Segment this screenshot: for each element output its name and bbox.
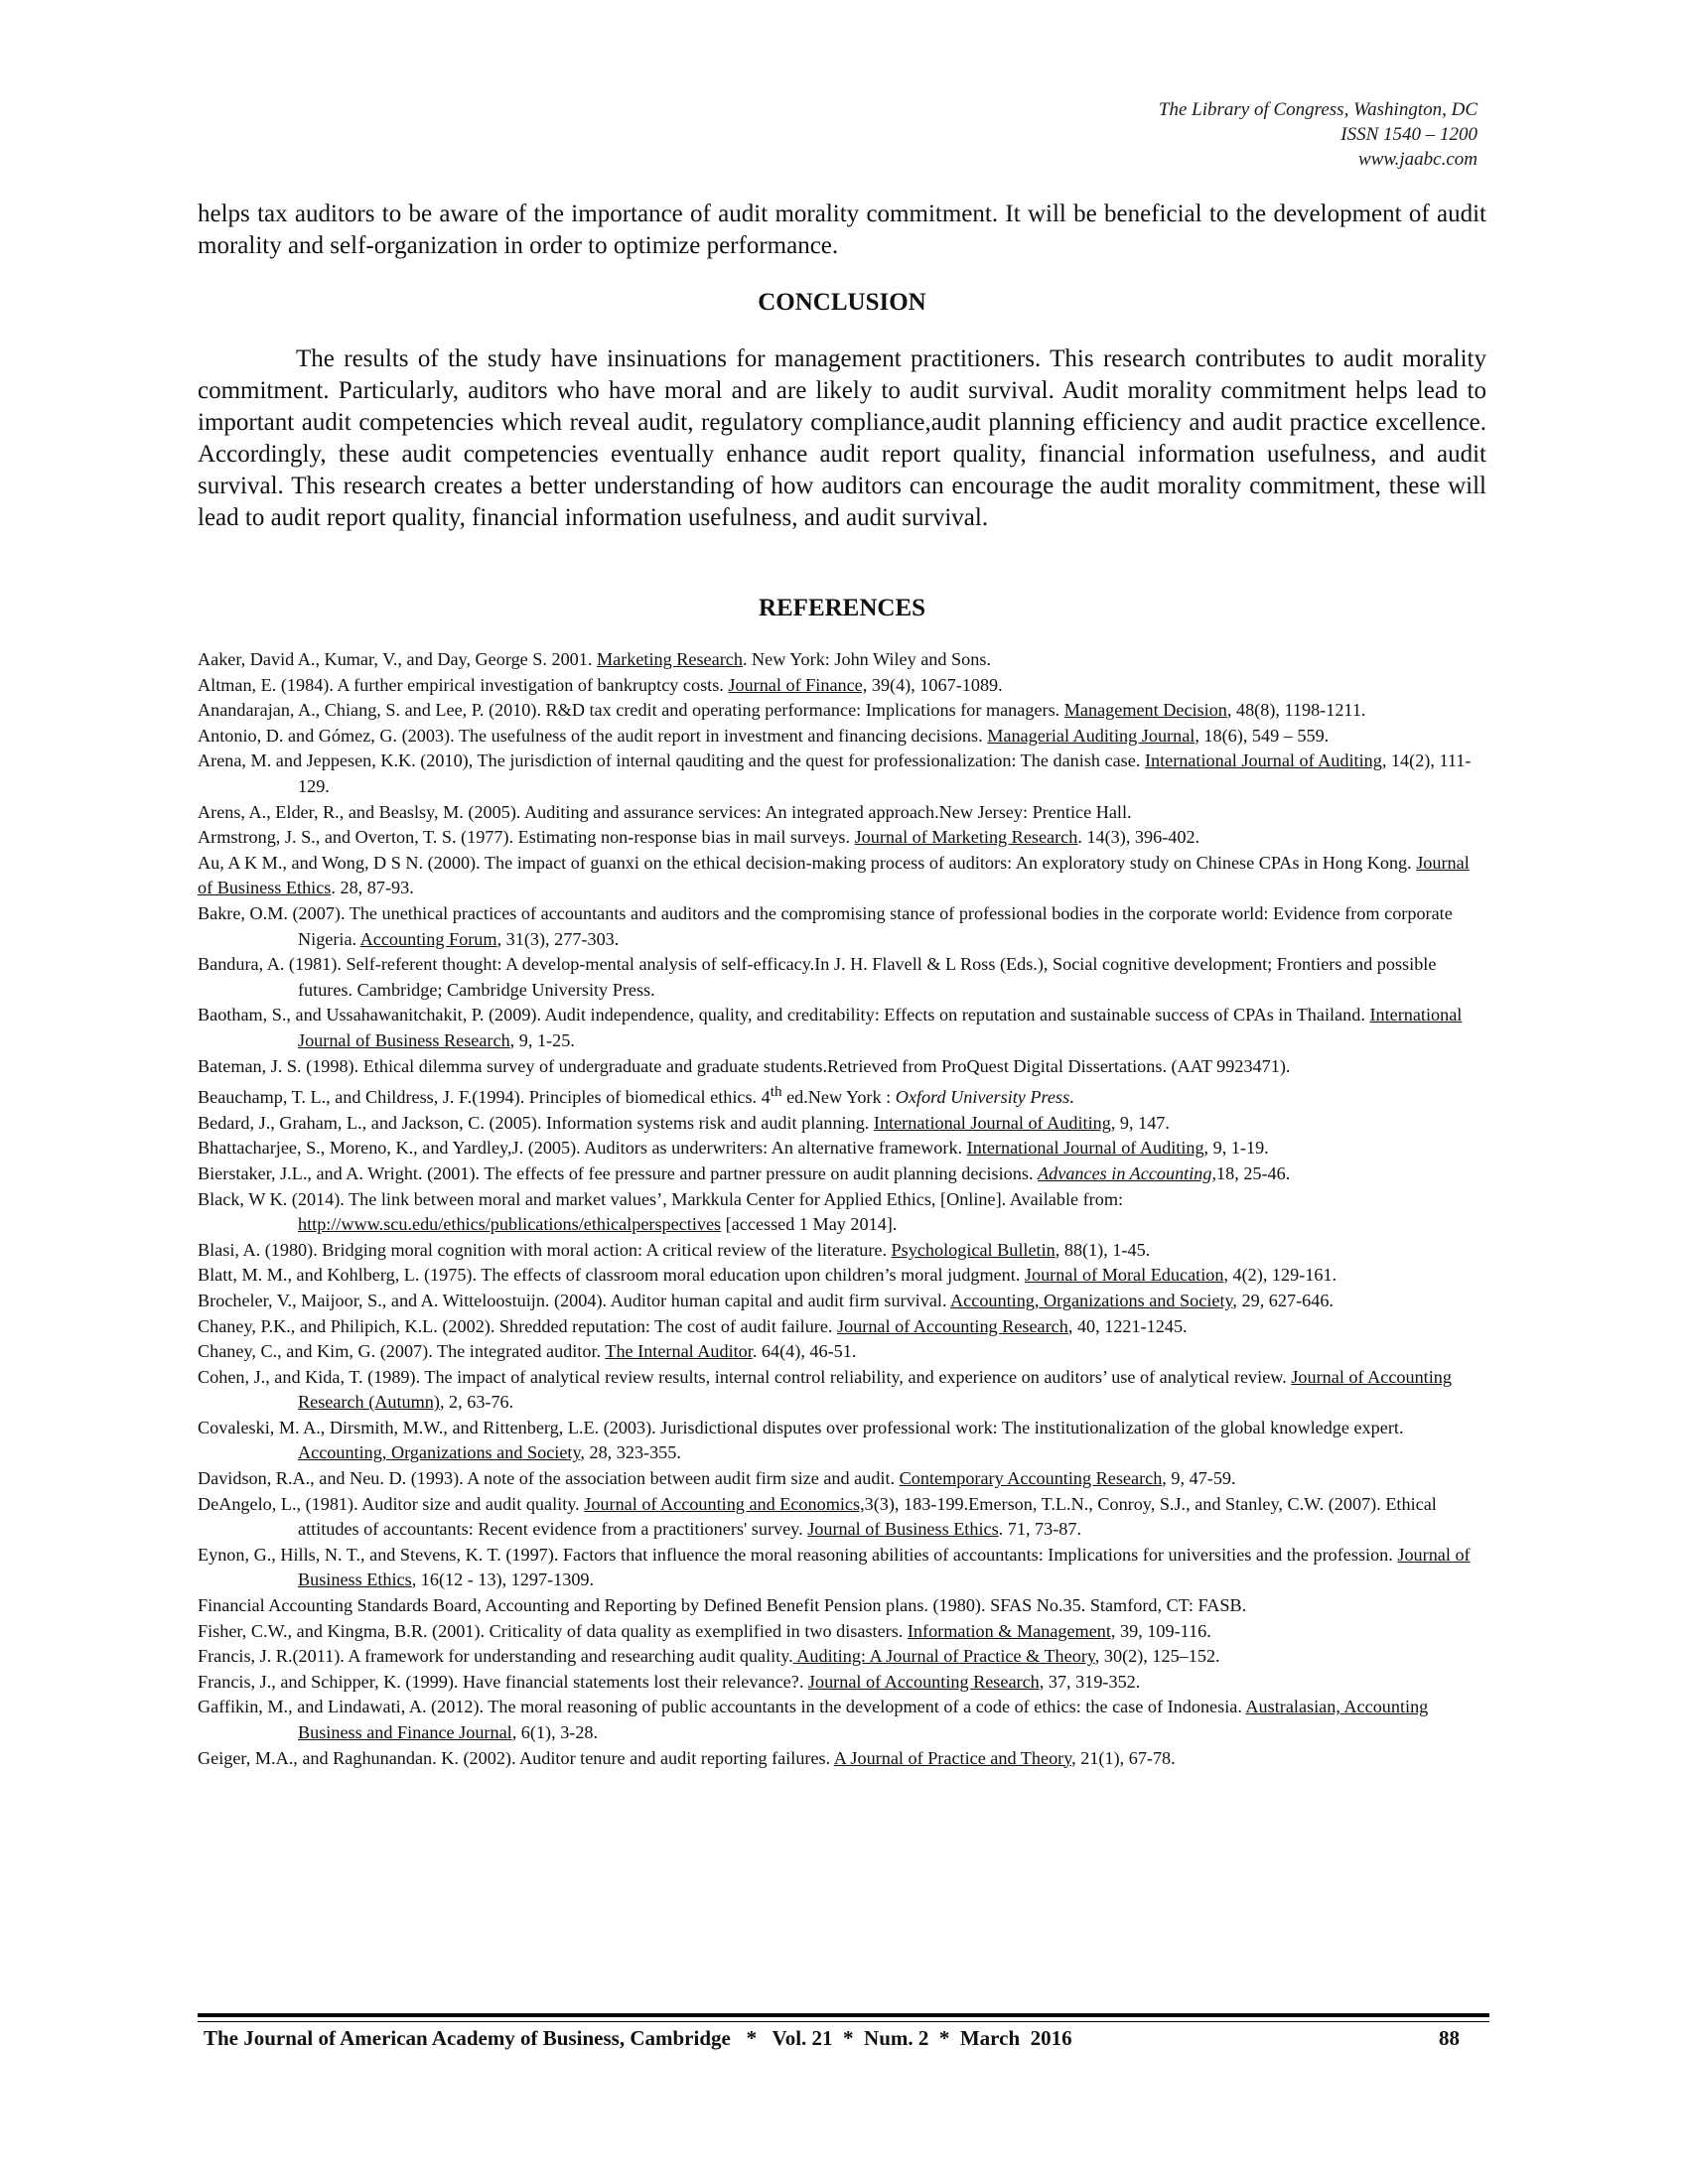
running-header bbox=[1159, 97, 1477, 172]
conclusion-heading: CONCLUSION bbox=[758, 289, 926, 316]
header-website: www.jaabc.com bbox=[1358, 149, 1477, 170]
page-number: 88 bbox=[1439, 2026, 1460, 2050]
reference-url-link[interactable]: http://www.scu.edu/ethics/publications/ethicalperspectives bbox=[298, 1214, 722, 1235]
reference-item: Black, W K. (2014). The link between moral and market values’, Markkula Center for Applied Ethics, [Online]. Available from: http://www.scu.edu/ethics/publications/ethicalperspectives [accessed 1 May 2014]. bbox=[198, 1188, 1124, 1235]
conclusion-section bbox=[198, 343, 1486, 534]
reference-item: Bateman, J. S. (1998). Ethical dilemma survey of undergraduate and graduate students.Retrieved from ProQuest Digital Dissertations. (AAT 9923471). bbox=[198, 1055, 1291, 1076]
reference-item: Bandura, A. (1981). Self-referent thought: A develop-mental analysis of self-efficacy.In J. H. Flavell & L Ross (Eds.), Social cognitive development; Frontiers and possible futures. Cambridge; Cambridge University Press. bbox=[198, 954, 1437, 1000]
reference-item: Covaleski, M. A., Dirsmith, M.W., and Rittenberg, L.E. (2003). Jurisdictional disputes over professional work: The institutionalization of the global knowledge expert. Accounting, Organizations and Society, 28, 323-355. bbox=[198, 1417, 1404, 1463]
reference-item: Antonio, D. and Gómez, G. (2003). The usefulness of the audit report in investment and financing decisions. Managerial Auditing Journal, 18(6), 549 – 559. bbox=[198, 725, 1330, 746]
references-list bbox=[198, 647, 1488, 1771]
reference-item: Armstrong, J. S., and Overton, T. S. (1977). Estimating non-response bias in mail surveys. Journal of Marketing Research. 14(3), 396-402. bbox=[198, 827, 1200, 848]
reference-item: Francis, J., and Schipper, K. (1999). Have financial statements lost their relevance?. Journal of Accounting Research, 37, 319-352. bbox=[198, 1671, 1141, 1692]
header-issn: ISSN 1540 – 1200 bbox=[1340, 124, 1477, 145]
conclusion-paragraph: The results of the study have insinuations for management practitioners. This research contributes to audit morality commitment. Particularly, auditors who have moral and are likely to audit survival. Audit morality commitment helps lead to important audit competencies which reveal audit, regulatory compliance,audit planning efficiency and audit practice excellence. Accordingly, these audit competencies eventually enhance audit report quality, financial information usefulness, and audit survival. This research creates a better understanding of how auditors can encourage the audit morality commitment, these will lead to audit report quality, financial information usefulness, and audit survival. bbox=[198, 345, 1486, 531]
reference-item: Geiger, M.A., and Raghunandan. K. (2002). Auditor tenure and audit reporting failures. A Journal of Practice and Theory, 21(1), 67-78. bbox=[198, 1747, 1176, 1768]
reference-item: Arens, A., Elder, R., and Beaslsy, M. (2005). Auditing and assurance services: An integrated approach.New Jersey: Prentice Hall. bbox=[198, 801, 1132, 822]
reference-item: Arena, M. and Jeppesen, K.K. (2010), The jurisdiction of internal qauditing and the quest for professionalization: The danish case. International Journal of Auditing, 14(2), 111-129. bbox=[198, 751, 1472, 796]
reference-item: Fisher, C.W., and Kingma, B.R. (2001). Criticality of data quality as exemplified in two disasters. Information & Management, 39, 109-116. bbox=[198, 1620, 1211, 1641]
reference-item: Anandarajan, A., Chiang, S. and Lee, P. (2010). R&D tax credit and operating performance: Implications for managers. Management Decision, 48(8), 1198-1211. bbox=[198, 700, 1366, 721]
reference-item: Aaker, David A., Kumar, V., and Day, George S. 2001. Marketing Research. New York: John Wiley and Sons. bbox=[198, 649, 991, 669]
intro-paragraph: helps tax auditors to be aware of the importance of audit morality commitment. It will be beneficial to the development of audit morality and self-organization in order to optimize performance. bbox=[198, 201, 1486, 259]
reference-item: Chaney, P.K., and Philipich, K.L. (2002). Shredded reputation: The cost of audit failure. Journal of Accounting Research, 40, 1221-1245. bbox=[198, 1315, 1188, 1336]
reference-item: Cohen, J., and Kida, T. (1989). The impact of analytical review results, internal control reliability, and experience on auditors’ use of analytical review. Journal of Accounting Research (Autumn), 2, 63-76. bbox=[198, 1366, 1452, 1413]
header-library: The Library of Congress, Washington, DC bbox=[1158, 99, 1477, 120]
reference-item: DeAngelo, L., (1981). Auditor size and audit quality. Journal of Accounting and Economics,3(3), 183-199.Emerson, T.L.N., Conroy, S.J., and Stanley, C.W. (2007). Ethical attitudes of accountants: Recent evidence from a practitioners' survey. Journal of Business Ethics. 71, 73-87. bbox=[198, 1493, 1437, 1540]
reference-item: Beauchamp, T. L., and Childress, J. F.(1994). Principles of biomedical ethics. 4th ed.New York : Oxford University Press. bbox=[198, 1083, 1074, 1108]
reference-item: Francis, J. R.(2011). A framework for understanding and researching audit quality. Auditing: A Journal of Practice & Theory, 30(2), 125–152. bbox=[198, 1646, 1220, 1667]
reference-item: Bedard, J., Graham, L., and Jackson, C. (2005). Information systems risk and audit planning. International Journal of Auditing, 9, 147. bbox=[198, 1112, 1170, 1133]
footer-rule-thin bbox=[198, 2021, 1489, 2022]
reference-item: Davidson, R.A., and Neu. D. (1993). A note of the association between audit firm size and audit. Contemporary Accounting Research, 9, 47-59. bbox=[198, 1468, 1236, 1489]
reference-item: Blatt, M. M., and Kohlberg, L. (1975). The effects of classroom moral education upon children’s moral judgment. Journal of Moral Education, 4(2), 129-161. bbox=[198, 1265, 1337, 1286]
reference-item: Gaffikin, M., and Lindawati, A. (2012). The moral reasoning of public accountants in the development of a code of ethics: the case of Indonesia. Australasian, Accounting Business and Finance Journal, 6(1), 3-28. bbox=[198, 1697, 1429, 1742]
reference-item: Bierstaker, J.L., and A. Wright. (2001). The effects of fee pressure and partner pressure on audit planning decisions. Advances in Accounting,18, 25-46. bbox=[198, 1162, 1291, 1183]
reference-item: Brocheler, V., Maijoor, S., and A. Witteloostuijn. (2004). Auditor human capital and audit firm survival. Accounting, Organizations and Society, 29, 627-646. bbox=[198, 1290, 1334, 1310]
reference-item: Blasi, A. (1980). Bridging moral cognition with moral action: A critical review of the literature. Psychological Bulletin, 88(1), 1-45. bbox=[198, 1239, 1151, 1260]
references-heading: REFERENCES bbox=[758, 595, 926, 621]
reference-item: Financial Accounting Standards Board, Accounting and Reporting by Defined Benefit Pension plans. (1980). SFAS No.35. Stamford, CT: FASB. bbox=[198, 1595, 1247, 1616]
reference-item: Eynon, G., Hills, N. T., and Stevens, K. T. (1997). Factors that influence the moral reasoning abilities of accountants: Implications for universities and the profession. Journal of Business Ethics, 16(12 - 13), 1297-1309. bbox=[198, 1544, 1471, 1590]
reference-item: Chaney, C., and Kim, G. (2007). The integrated auditor. The Internal Auditor. 64(4), 46-51. bbox=[198, 1341, 857, 1362]
reference-item: Bakre, O.M. (2007). The unethical practices of accountants and auditors and the compromising stance of professional bodies in the corporate world: Evidence from corporate Nigeria. Accounting Forum, 31(3), 277-303. bbox=[198, 902, 1453, 949]
reference-item: Au, A K M., and Wong, D S N. (2000). The impact of guanxi on the ethical decision-making process of auditors: An exploratory study on Chinese CPAs in Hong Kong. Journal of Business Ethics. 28, 87-93. bbox=[198, 852, 1470, 898]
page-footer bbox=[198, 2026, 1489, 2056]
footer-rule bbox=[198, 2013, 1489, 2017]
reference-item: Baotham, S., and Ussahawanitchakit, P. (2009). Audit independence, quality, and creditability: Effects on reputation and sustainable success of CPAs in Thailand. International Journal of Business Research, 9, 1-25. bbox=[198, 1005, 1463, 1050]
reference-item: Bhattacharjee, S., Moreno, K., and Yardley,J. (2005). Auditors as underwriters: An alternative framework. International Journal of Auditing, 9, 1-19. bbox=[198, 1138, 1269, 1159]
reference-item: Altman, E. (1984). A further empirical investigation of bankruptcy costs. Journal of Finance, 39(4), 1067-1089. bbox=[198, 674, 1003, 695]
footer-journal: The Journal of American Academy of Business, Cambridge * Vol. 21 * Num. 2 * March 2016 bbox=[204, 2026, 1072, 2050]
